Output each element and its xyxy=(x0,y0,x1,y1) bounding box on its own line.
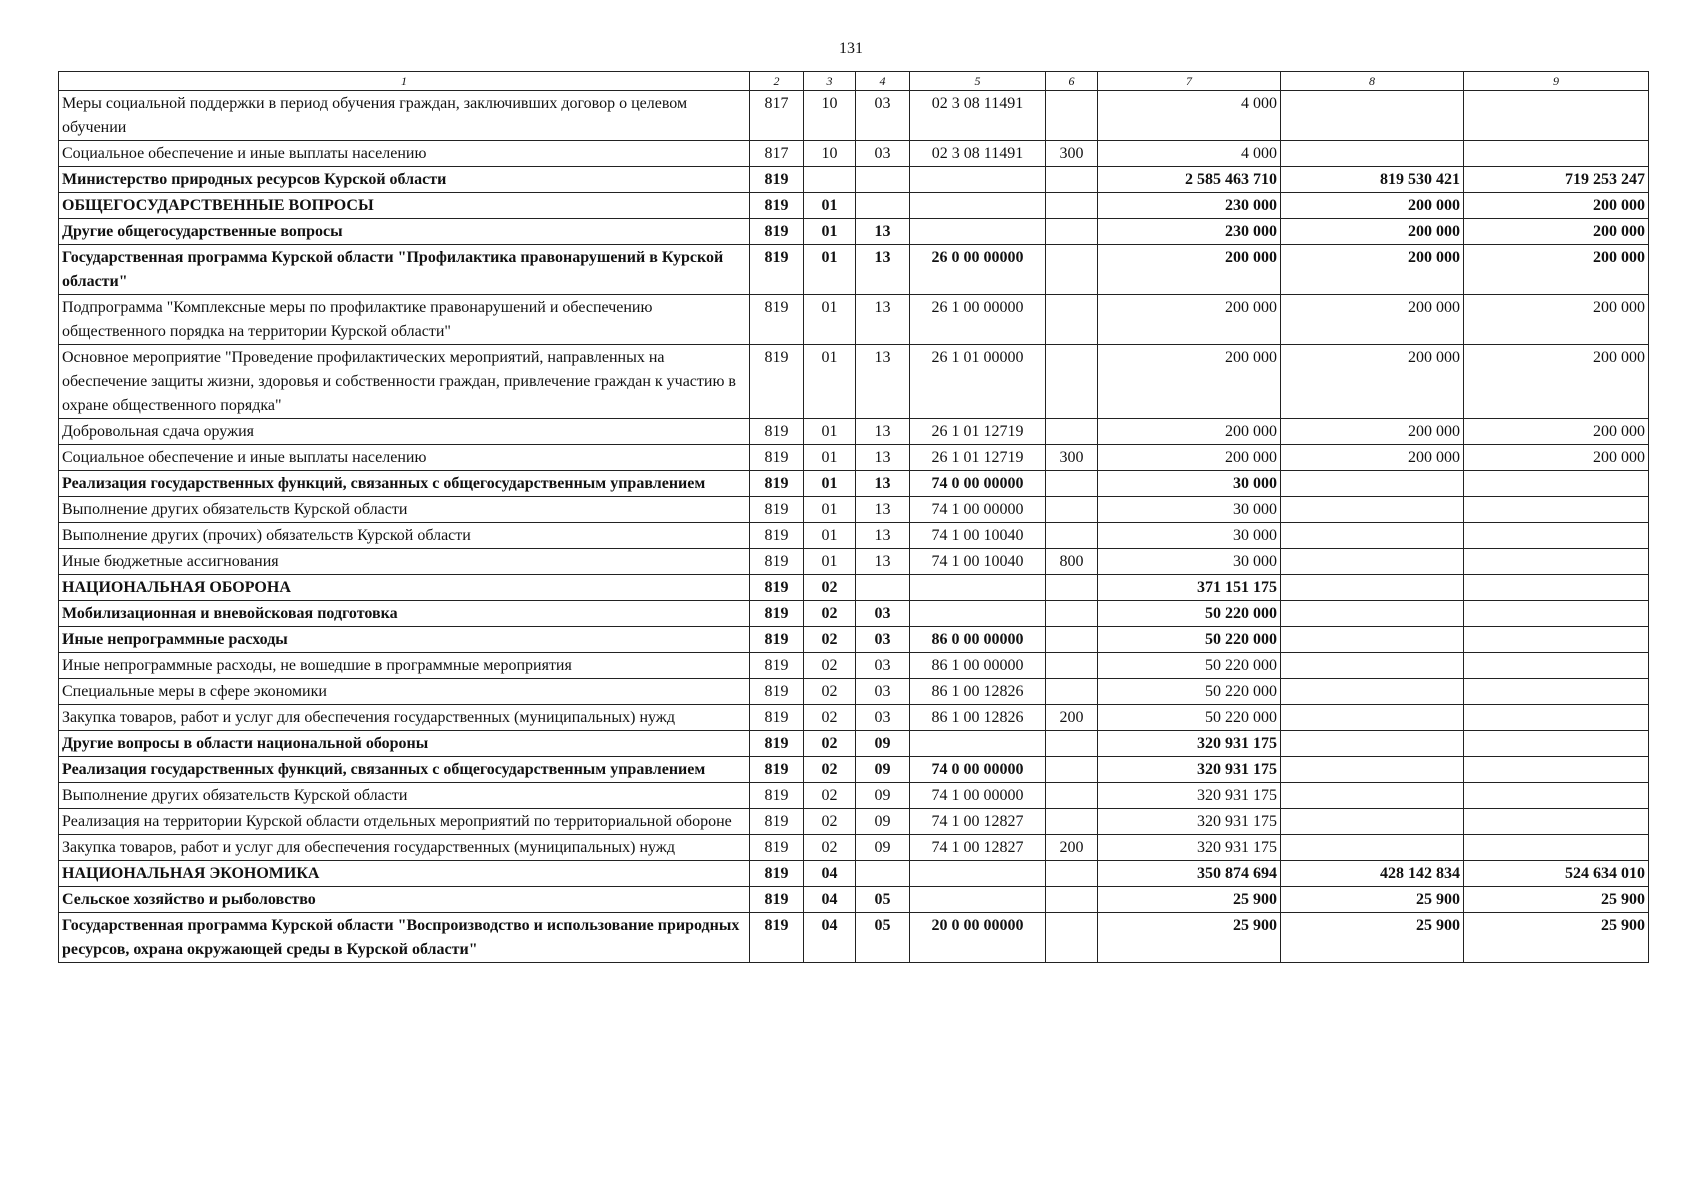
amount-col8-cell: 25 900 xyxy=(1281,913,1464,963)
subsection-code-cell: 05 xyxy=(856,887,910,913)
section-code-cell: 01 xyxy=(804,419,856,445)
table-row xyxy=(59,575,1649,601)
column-header: 5 xyxy=(910,72,1046,91)
target-article-cell xyxy=(910,861,1046,887)
ministry-code-cell: 819 xyxy=(750,295,804,345)
item-name-cell: Сельское хозяйство и рыболовство xyxy=(59,887,750,913)
item-name-cell: Социальное обеспечение и иные выплаты населению xyxy=(59,141,750,167)
ministry-code-cell: 819 xyxy=(750,757,804,783)
subsection-code-cell: 03 xyxy=(856,705,910,731)
expense-type-cell xyxy=(1046,913,1098,963)
item-name-cell: Другие общегосударственные вопросы xyxy=(59,219,750,245)
subsection-code-cell: 03 xyxy=(856,91,910,141)
ministry-code-cell: 819 xyxy=(750,345,804,419)
ministry-code-cell: 819 xyxy=(750,471,804,497)
subsection-code-cell: 13 xyxy=(856,549,910,575)
subsection-code-cell xyxy=(856,861,910,887)
column-header: 1 xyxy=(59,72,750,91)
table-row xyxy=(59,549,1649,575)
expense-type-cell xyxy=(1046,627,1098,653)
item-name-cell: НАЦИОНАЛЬНАЯ ЭКОНОМИКА xyxy=(59,861,750,887)
item-name-cell: Мобилизационная и вневойсковая подготовка xyxy=(59,601,750,627)
ministry-code-cell: 819 xyxy=(750,835,804,861)
section-code-cell: 01 xyxy=(804,471,856,497)
table-row xyxy=(59,757,1649,783)
section-code-cell: 10 xyxy=(804,91,856,141)
expense-type-cell xyxy=(1046,887,1098,913)
amount-col8-cell xyxy=(1281,627,1464,653)
amount-col8-cell xyxy=(1281,653,1464,679)
amount-col9-cell: 200 000 xyxy=(1464,295,1649,345)
section-code-cell: 01 xyxy=(804,549,856,575)
amount-col9-cell xyxy=(1464,757,1649,783)
expense-type-cell xyxy=(1046,419,1098,445)
section-code-cell: 02 xyxy=(804,757,856,783)
table-row xyxy=(59,245,1649,295)
amount-col8-cell: 200 000 xyxy=(1281,219,1464,245)
ministry-code-cell: 819 xyxy=(750,167,804,193)
table-row xyxy=(59,219,1649,245)
amount-col7-cell: 200 000 xyxy=(1098,245,1281,295)
column-number-header-row xyxy=(59,72,1649,91)
expense-type-cell xyxy=(1046,219,1098,245)
section-code-cell: 01 xyxy=(804,219,856,245)
subsection-code-cell: 13 xyxy=(856,445,910,471)
target-article-cell: 74 1 00 00000 xyxy=(910,497,1046,523)
amount-col7-cell: 30 000 xyxy=(1098,497,1281,523)
ministry-code-cell: 819 xyxy=(750,549,804,575)
subsection-code-cell: 09 xyxy=(856,731,910,757)
target-article-cell: 26 1 01 12719 xyxy=(910,419,1046,445)
ministry-code-cell: 819 xyxy=(750,219,804,245)
ministry-code-cell: 817 xyxy=(750,141,804,167)
subsection-code-cell: 13 xyxy=(856,219,910,245)
amount-col9-cell xyxy=(1464,627,1649,653)
expense-type-cell: 200 xyxy=(1046,705,1098,731)
section-code-cell: 02 xyxy=(804,809,856,835)
amount-col7-cell: 50 220 000 xyxy=(1098,679,1281,705)
amount-col9-cell xyxy=(1464,141,1649,167)
table-row xyxy=(59,345,1649,419)
table-row xyxy=(59,497,1649,523)
table-row xyxy=(59,913,1649,963)
item-name-cell: ОБЩЕГОСУДАРСТВЕННЫЕ ВОПРОСЫ xyxy=(59,193,750,219)
expense-type-cell xyxy=(1046,523,1098,549)
target-article-cell xyxy=(910,731,1046,757)
section-code-cell: 02 xyxy=(804,679,856,705)
item-name-cell: Иные непрограммные расходы, не вошедшие в программные мероприятия xyxy=(59,653,750,679)
amount-col7-cell: 371 151 175 xyxy=(1098,575,1281,601)
amount-col9-cell xyxy=(1464,679,1649,705)
column-header: 7 xyxy=(1098,72,1281,91)
amount-col9-cell xyxy=(1464,835,1649,861)
item-name-cell: Государственная программа Курской области "Профилактика правонарушений в Курской области" xyxy=(59,245,750,295)
expense-type-cell xyxy=(1046,575,1098,601)
target-article-cell: 86 1 00 12826 xyxy=(910,679,1046,705)
section-code-cell: 01 xyxy=(804,193,856,219)
amount-col7-cell: 25 900 xyxy=(1098,913,1281,963)
subsection-code-cell xyxy=(856,193,910,219)
expense-type-cell xyxy=(1046,731,1098,757)
item-name-cell: Добровольная сдача оружия xyxy=(59,419,750,445)
amount-col8-cell xyxy=(1281,91,1464,141)
amount-col8-cell: 200 000 xyxy=(1281,295,1464,345)
target-article-cell: 26 0 00 00000 xyxy=(910,245,1046,295)
amount-col8-cell xyxy=(1281,575,1464,601)
target-article-cell: 20 0 00 00000 xyxy=(910,913,1046,963)
amount-col9-cell: 524 634 010 xyxy=(1464,861,1649,887)
amount-col7-cell: 50 220 000 xyxy=(1098,601,1281,627)
item-name-cell: Выполнение других (прочих) обязательств Курской области xyxy=(59,523,750,549)
item-name-cell: Государственная программа Курской области "Воспроизводство и использование природных ресурсов, охрана окружающей среды в Курской области" xyxy=(59,913,750,963)
item-name-cell: Закупка товаров, работ и услуг для обеспечения государственных (муниципальных) нужд xyxy=(59,835,750,861)
item-name-cell: Реализация государственных функций, связанных с общегосударственным управлением xyxy=(59,757,750,783)
column-header: 3 xyxy=(804,72,856,91)
amount-col7-cell: 230 000 xyxy=(1098,219,1281,245)
amount-col8-cell xyxy=(1281,471,1464,497)
section-code-cell: 01 xyxy=(804,497,856,523)
section-code-cell: 02 xyxy=(804,705,856,731)
amount-col8-cell xyxy=(1281,141,1464,167)
expense-type-cell xyxy=(1046,245,1098,295)
ministry-code-cell: 819 xyxy=(750,861,804,887)
table-row xyxy=(59,295,1649,345)
expense-type-cell xyxy=(1046,91,1098,141)
section-code-cell: 01 xyxy=(804,345,856,419)
subsection-code-cell: 03 xyxy=(856,679,910,705)
subsection-code-cell: 09 xyxy=(856,757,910,783)
target-article-cell: 74 0 00 00000 xyxy=(910,471,1046,497)
ministry-code-cell: 819 xyxy=(750,731,804,757)
expense-type-cell: 300 xyxy=(1046,141,1098,167)
column-header: 6 xyxy=(1046,72,1098,91)
section-code-cell: 04 xyxy=(804,913,856,963)
section-code-cell: 02 xyxy=(804,627,856,653)
section-code-cell: 02 xyxy=(804,601,856,627)
amount-col9-cell: 25 900 xyxy=(1464,913,1649,963)
amount-col9-cell: 200 000 xyxy=(1464,245,1649,295)
table-row xyxy=(59,91,1649,141)
subsection-code-cell: 13 xyxy=(856,523,910,549)
section-code-cell: 01 xyxy=(804,523,856,549)
table-row xyxy=(59,627,1649,653)
subsection-code-cell xyxy=(856,167,910,193)
expense-type-cell xyxy=(1046,167,1098,193)
expense-type-cell: 300 xyxy=(1046,445,1098,471)
table-row xyxy=(59,679,1649,705)
amount-col9-cell xyxy=(1464,471,1649,497)
target-article-cell: 74 1 00 12827 xyxy=(910,835,1046,861)
amount-col9-cell xyxy=(1464,731,1649,757)
amount-col9-cell: 200 000 xyxy=(1464,219,1649,245)
table-row xyxy=(59,731,1649,757)
target-article-cell: 74 1 00 10040 xyxy=(910,549,1046,575)
subsection-code-cell: 13 xyxy=(856,345,910,419)
table-row xyxy=(59,445,1649,471)
section-code-cell: 02 xyxy=(804,653,856,679)
subsection-code-cell: 05 xyxy=(856,913,910,963)
amount-col7-cell: 320 931 175 xyxy=(1098,809,1281,835)
item-name-cell: Другие вопросы в области национальной обороны xyxy=(59,731,750,757)
amount-col7-cell: 320 931 175 xyxy=(1098,783,1281,809)
amount-col7-cell: 30 000 xyxy=(1098,549,1281,575)
amount-col8-cell xyxy=(1281,757,1464,783)
item-name-cell: Реализация государственных функций, связанных с общегосударственным управлением xyxy=(59,471,750,497)
item-name-cell: Реализация на территории Курской области отдельных мероприятий по территориальной обороне xyxy=(59,809,750,835)
subsection-code-cell: 13 xyxy=(856,295,910,345)
ministry-code-cell: 819 xyxy=(750,245,804,295)
amount-col7-cell: 4 000 xyxy=(1098,91,1281,141)
amount-col7-cell: 2 585 463 710 xyxy=(1098,167,1281,193)
table-row xyxy=(59,705,1649,731)
amount-col8-cell: 25 900 xyxy=(1281,887,1464,913)
item-name-cell: Выполнение других обязательств Курской области xyxy=(59,783,750,809)
ministry-code-cell: 819 xyxy=(750,575,804,601)
section-code-cell xyxy=(804,167,856,193)
expense-type-cell xyxy=(1046,497,1098,523)
section-code-cell: 04 xyxy=(804,861,856,887)
amount-col8-cell xyxy=(1281,497,1464,523)
amount-col8-cell: 200 000 xyxy=(1281,445,1464,471)
expense-type-cell xyxy=(1046,345,1098,419)
expense-type-cell: 800 xyxy=(1046,549,1098,575)
amount-col7-cell: 320 931 175 xyxy=(1098,757,1281,783)
subsection-code-cell: 09 xyxy=(856,809,910,835)
column-header: 4 xyxy=(856,72,910,91)
item-name-cell: Выполнение других обязательств Курской области xyxy=(59,497,750,523)
section-code-cell: 04 xyxy=(804,887,856,913)
expense-type-cell xyxy=(1046,601,1098,627)
budget-table xyxy=(58,71,1649,963)
table-body xyxy=(59,91,1649,963)
amount-col8-cell: 200 000 xyxy=(1281,193,1464,219)
ministry-code-cell: 819 xyxy=(750,913,804,963)
amount-col8-cell xyxy=(1281,549,1464,575)
target-article-cell: 74 1 00 10040 xyxy=(910,523,1046,549)
item-name-cell: Закупка товаров, работ и услуг для обеспечения государственных (муниципальных) нужд xyxy=(59,705,750,731)
expense-type-cell xyxy=(1046,295,1098,345)
target-article-cell xyxy=(910,219,1046,245)
expense-type-cell xyxy=(1046,757,1098,783)
amount-col9-cell xyxy=(1464,497,1649,523)
ministry-code-cell: 819 xyxy=(750,419,804,445)
amount-col7-cell: 30 000 xyxy=(1098,523,1281,549)
amount-col8-cell xyxy=(1281,601,1464,627)
item-name-cell: Министерство природных ресурсов Курской области xyxy=(59,167,750,193)
amount-col9-cell xyxy=(1464,653,1649,679)
item-name-cell: Основное мероприятие "Проведение профилактических мероприятий, направленных на обеспечение защиты жизни, здоровья и собственности граждан, привлечение граждан к участию в охране общественного порядка" xyxy=(59,345,750,419)
expense-type-cell xyxy=(1046,679,1098,705)
amount-col7-cell: 200 000 xyxy=(1098,445,1281,471)
amount-col9-cell xyxy=(1464,575,1649,601)
amount-col7-cell: 230 000 xyxy=(1098,193,1281,219)
target-article-cell: 74 0 00 00000 xyxy=(910,757,1046,783)
ministry-code-cell: 819 xyxy=(750,523,804,549)
subsection-code-cell xyxy=(856,575,910,601)
amount-col7-cell: 200 000 xyxy=(1098,295,1281,345)
amount-col9-cell: 25 900 xyxy=(1464,887,1649,913)
target-article-cell: 86 0 00 00000 xyxy=(910,627,1046,653)
ministry-code-cell: 819 xyxy=(750,679,804,705)
subsection-code-cell: 13 xyxy=(856,419,910,445)
item-name-cell: Иные бюджетные ассигнования xyxy=(59,549,750,575)
amount-col9-cell: 200 000 xyxy=(1464,445,1649,471)
subsection-code-cell: 03 xyxy=(856,141,910,167)
amount-col9-cell: 719 253 247 xyxy=(1464,167,1649,193)
target-article-cell xyxy=(910,193,1046,219)
target-article-cell: 74 1 00 00000 xyxy=(910,783,1046,809)
amount-col9-cell xyxy=(1464,549,1649,575)
column-header: 8 xyxy=(1281,72,1464,91)
subsection-code-cell: 13 xyxy=(856,245,910,295)
target-article-cell: 02 3 08 11491 xyxy=(910,141,1046,167)
target-article-cell xyxy=(910,887,1046,913)
amount-col9-cell: 200 000 xyxy=(1464,193,1649,219)
item-name-cell: Подпрограмма "Комплексные меры по профилактике правонарушений и обеспечению общественного порядка на территории Курской области" xyxy=(59,295,750,345)
amount-col8-cell: 819 530 421 xyxy=(1281,167,1464,193)
subsection-code-cell: 13 xyxy=(856,497,910,523)
target-article-cell: 26 1 01 12719 xyxy=(910,445,1046,471)
subsection-code-cell: 03 xyxy=(856,653,910,679)
ministry-code-cell: 817 xyxy=(750,91,804,141)
target-article-cell: 86 1 00 00000 xyxy=(910,653,1046,679)
section-code-cell: 02 xyxy=(804,835,856,861)
amount-col8-cell: 200 000 xyxy=(1281,419,1464,445)
subsection-code-cell: 13 xyxy=(856,471,910,497)
section-code-cell: 01 xyxy=(804,295,856,345)
amount-col9-cell xyxy=(1464,809,1649,835)
target-article-cell xyxy=(910,575,1046,601)
table-row xyxy=(59,809,1649,835)
expense-type-cell xyxy=(1046,193,1098,219)
ministry-code-cell: 819 xyxy=(750,809,804,835)
amount-col7-cell: 30 000 xyxy=(1098,471,1281,497)
ministry-code-cell: 819 xyxy=(750,653,804,679)
expense-type-cell xyxy=(1046,809,1098,835)
subsection-code-cell: 09 xyxy=(856,835,910,861)
amount-col7-cell: 320 931 175 xyxy=(1098,835,1281,861)
ministry-code-cell: 819 xyxy=(750,497,804,523)
table-row xyxy=(59,783,1649,809)
ministry-code-cell: 819 xyxy=(750,601,804,627)
amount-col7-cell: 4 000 xyxy=(1098,141,1281,167)
section-code-cell: 01 xyxy=(804,245,856,295)
amount-col8-cell xyxy=(1281,783,1464,809)
amount-col8-cell xyxy=(1281,835,1464,861)
amount-col9-cell xyxy=(1464,523,1649,549)
target-article-cell: 86 1 00 12826 xyxy=(910,705,1046,731)
amount-col7-cell: 25 900 xyxy=(1098,887,1281,913)
target-article-cell: 02 3 08 11491 xyxy=(910,91,1046,141)
table-row xyxy=(59,835,1649,861)
amount-col7-cell: 200 000 xyxy=(1098,419,1281,445)
table-row xyxy=(59,141,1649,167)
amount-col8-cell: 428 142 834 xyxy=(1281,861,1464,887)
expense-type-cell xyxy=(1046,653,1098,679)
item-name-cell: Специальные меры в сфере экономики xyxy=(59,679,750,705)
table-row xyxy=(59,887,1649,913)
amount-col9-cell: 200 000 xyxy=(1464,345,1649,419)
ministry-code-cell: 819 xyxy=(750,445,804,471)
amount-col8-cell: 200 000 xyxy=(1281,245,1464,295)
column-header: 9 xyxy=(1464,72,1649,91)
expense-type-cell xyxy=(1046,783,1098,809)
page-number: 131 xyxy=(839,40,863,57)
amount-col9-cell xyxy=(1464,705,1649,731)
amount-col8-cell xyxy=(1281,731,1464,757)
section-code-cell: 02 xyxy=(804,731,856,757)
target-article-cell xyxy=(910,167,1046,193)
amount-col8-cell xyxy=(1281,679,1464,705)
target-article-cell: 74 1 00 12827 xyxy=(910,809,1046,835)
subsection-code-cell: 09 xyxy=(856,783,910,809)
amount-col9-cell: 200 000 xyxy=(1464,419,1649,445)
ministry-code-cell: 819 xyxy=(750,783,804,809)
section-code-cell: 10 xyxy=(804,141,856,167)
target-article-cell: 26 1 00 00000 xyxy=(910,295,1046,345)
ministry-code-cell: 819 xyxy=(750,193,804,219)
target-article-cell xyxy=(910,601,1046,627)
table-row xyxy=(59,193,1649,219)
expense-type-cell: 200 xyxy=(1046,835,1098,861)
table-row xyxy=(59,861,1649,887)
amount-col8-cell xyxy=(1281,705,1464,731)
target-article-cell: 26 1 01 00000 xyxy=(910,345,1046,419)
table-row xyxy=(59,419,1649,445)
amount-col8-cell: 200 000 xyxy=(1281,345,1464,419)
item-name-cell: НАЦИОНАЛЬНАЯ ОБОРОНА xyxy=(59,575,750,601)
section-code-cell: 01 xyxy=(804,445,856,471)
ministry-code-cell: 819 xyxy=(750,627,804,653)
amount-col9-cell xyxy=(1464,601,1649,627)
table-row xyxy=(59,653,1649,679)
amount-col7-cell: 320 931 175 xyxy=(1098,731,1281,757)
item-name-cell: Иные непрограммные расходы xyxy=(59,627,750,653)
amount-col8-cell xyxy=(1281,809,1464,835)
item-name-cell: Меры социальной поддержки в период обучения граждан, заключивших договор о целевом обучении xyxy=(59,91,750,141)
table-row xyxy=(59,601,1649,627)
table-row xyxy=(59,523,1649,549)
section-code-cell: 02 xyxy=(804,783,856,809)
table-row xyxy=(59,471,1649,497)
amount-col7-cell: 50 220 000 xyxy=(1098,653,1281,679)
amount-col7-cell: 200 000 xyxy=(1098,345,1281,419)
amount-col7-cell: 50 220 000 xyxy=(1098,627,1281,653)
amount-col7-cell: 50 220 000 xyxy=(1098,705,1281,731)
section-code-cell: 02 xyxy=(804,575,856,601)
ministry-code-cell: 819 xyxy=(750,705,804,731)
column-header: 2 xyxy=(750,72,804,91)
subsection-code-cell: 03 xyxy=(856,627,910,653)
expense-type-cell xyxy=(1046,861,1098,887)
subsection-code-cell: 03 xyxy=(856,601,910,627)
amount-col9-cell xyxy=(1464,783,1649,809)
table-row xyxy=(59,167,1649,193)
expense-type-cell xyxy=(1046,471,1098,497)
item-name-cell: Социальное обеспечение и иные выплаты населению xyxy=(59,445,750,471)
ministry-code-cell: 819 xyxy=(750,887,804,913)
amount-col9-cell xyxy=(1464,91,1649,141)
amount-col7-cell: 350 874 694 xyxy=(1098,861,1281,887)
amount-col8-cell xyxy=(1281,523,1464,549)
